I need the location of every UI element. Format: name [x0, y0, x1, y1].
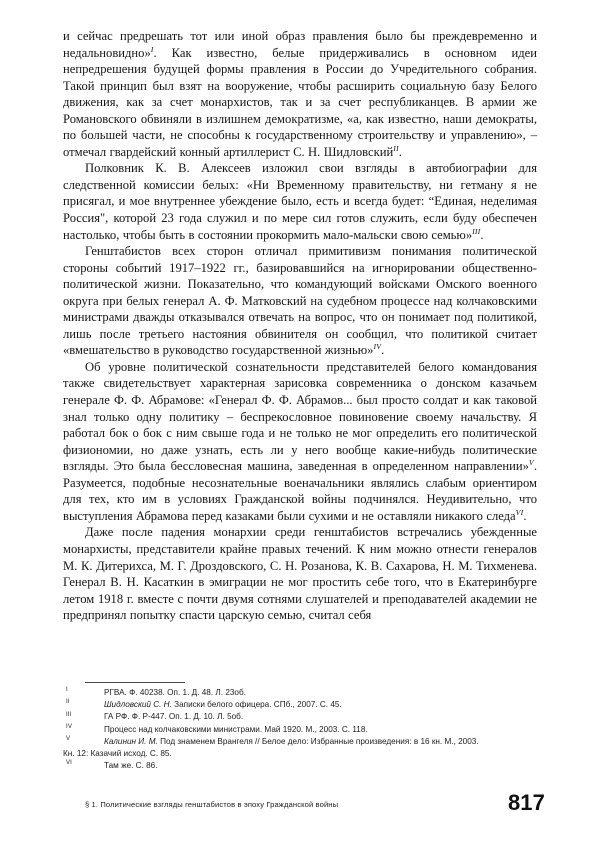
- paragraph-5: [63, 524, 537, 623]
- paragraph-1-text-b: . Как известно, белые придерживались в основном идеи непредрешения будущей формы правления в России до Учредительного собрания. Такой принцип был взят на вооружение, чтобы расширить социальную базу Белого движения, как за счет монархистов, так и за счет республиканцев. В армии же Романовского обвиняли в излишнем демократизме, «а, как известно, наши демократы, по большей части, не способны к государственному строительству и управлению», – отмечал гвардейский конный артиллерист С. Н. Шидловский: [63, 45, 537, 159]
- page-footer: [0, 790, 600, 848]
- paragraph-3-text-b: .: [381, 343, 385, 358]
- footnote-ref-6[interactable]: VI: [515, 507, 524, 517]
- paragraph-1-text-a: и сейчас предрешать тот или иной образ правления было бы преждевременно и недальновидно»: [63, 29, 537, 60]
- footnote-ref-1[interactable]: I: [150, 44, 154, 54]
- footnote-text-3: ГА РФ. Ф. Р-447. Оп. 1. Д. 10. Л. 5об.: [104, 712, 244, 722]
- paragraph-1-text-c: .: [398, 144, 402, 159]
- footnote-item-6: VI Там же. С. 86.: [66, 759, 158, 771]
- paragraph-2-text-b: .: [480, 227, 484, 242]
- paragraph-2: [63, 160, 537, 243]
- page-number: 817: [507, 790, 545, 815]
- footnote-item-3: III ГА РФ. Ф. Р-447. Оп. 1. Д. 10. Л. 5об.: [66, 710, 244, 722]
- footnote-item-5-continuation: Кн. 12: Казачий исход. С. 85.: [63, 749, 172, 759]
- paragraph-2-text-a: Полковник К. В. Алексеев изложил свои взгляды в автобиографии для следственной комиссии белых: «Ни Временному правительству, ни гетману я не присягал, и мое внутреннее убеждение было, есть и всегда будет: “Единая, неделимая Россия", которой 23 года служил и по мере сил готов служить, если буду обеспечен настолько, чтобы быть в состоянии прокормить мало-мальски свою семью»: [63, 161, 537, 242]
- paragraph-3: [63, 243, 537, 359]
- footnote-ref-4[interactable]: IV: [373, 342, 382, 352]
- footnote-ref-3[interactable]: III: [472, 226, 481, 236]
- paragraph-4-text-b: . Разумеется, подобные несознательные военачальники являлись слабым ориентиром для тех, кто им в условиях Гражданской войны подчинялся. Неудивительно, что выступления Абрамова перед казаками были сухими и не оставляли никакого следа: [63, 459, 537, 523]
- footnote-text-4: Процесс над колчаковскими министрами. Май 1920. М., 2003. С. 118.: [104, 724, 368, 734]
- footnote-text-1: РГВА. Ф. 40238. Оп. 1. Д. 48. Л. 23об.: [104, 688, 246, 697]
- paragraph-4-text-a: Об уровне политической сознательности представителей белого командования также свидетельствует характерная зарисовка современника о донском казачьем генерале Ф. Ф. Абрамове: «Генерал Ф. Ф. Абрамов... был просто солдат и как таковой знал только одну политику – беспрекословное повиновение своему начальству. Я работал бок о бок с ним свыше года и не только не мог определить его политической физиономии, но даже узнать, есть ли у него вообще какие-нибудь политические взгляды. Это была бессловесная машина, заведенная в определенном направлении»: [63, 359, 537, 474]
- footnote-separator-rule: [85, 682, 185, 683]
- footnote-author-2: Шидловский С. Н.: [104, 700, 172, 710]
- paragraph-1: [63, 28, 537, 160]
- paragraph-4: [63, 359, 537, 524]
- footnote-item-2: II Шидловский С. Н. Записки белого офицера. СПб., 2007. С. 45.: [66, 698, 342, 710]
- footnote-text-6: Там же. С. 86.: [104, 761, 158, 771]
- body-text-column: [63, 28, 537, 624]
- footnote-author-5: Калинин И. М.: [104, 736, 158, 746]
- footnote-item-1: I РГВА. Ф. 40238. Оп. 1. Д. 48. Л. 23об.: [66, 686, 246, 697]
- running-head: § 1. Политические взгляды генштабистов в эпоху Гражданской войны: [85, 800, 339, 809]
- footnotes-section: [63, 682, 537, 772]
- paragraph-3-text-a: Генштабистов всех сторон отличал примитивизм понимания политической стороны событий 1917–1922 гг., базировавшийся на игнорировании общественно-политической жизни. Показательно, что командующий войсками Омского военного округа при белых генерал А. Ф. Матковский на судебном процессе над колчаковскими министрами дважды отказывался отвечать на вопрос, что он понимает под политикой, лишь после третьего настояния обвинителя он сообщил, что политикой считает «вмешательство в руководство государственной жизнью»: [63, 244, 537, 358]
- paragraph-5-text-a: Даже после падения монархии среди генштабистов встречались убежденные монархисты, представители крайне правых течений. К ним можно отнести генералов М. К. Дитерихса, М. Г. Дроздовского, С. Н. Розанова, К. В. Сахарова, Н. М. Тихменева. Генерал В. Н. Касаткин в эмиграции не мог простить себе того, что в Екатеринбурге летом 1918 г. вместе с почти двумя сотнями слушателей и преподавателей академии не предпринял попытку спасти царскую семью, считал себя: [63, 525, 537, 623]
- footnote-ref-2[interactable]: II: [393, 143, 399, 153]
- footnote-ref-5[interactable]: V: [528, 458, 534, 468]
- paragraph-4-text-c: .: [523, 508, 527, 523]
- footnote-text-2: Записки белого офицера. СПб., 2007. С. 45.: [171, 700, 342, 710]
- footnote-text-5: Под знаменем Врангеля // Белое дело: Избранные произведения: в 16 кн. М., 2003.: [157, 736, 479, 746]
- footnote-item-4: IV Процесс над колчаковскими министрами. Май 1920. М., 2003. С. 118.: [66, 722, 368, 734]
- footnote-item-5: V Калинин И. М. Под знаменем Врангеля // Белое дело: Избранные произведения: в 16 кн. М., 2003.: [66, 735, 479, 746]
